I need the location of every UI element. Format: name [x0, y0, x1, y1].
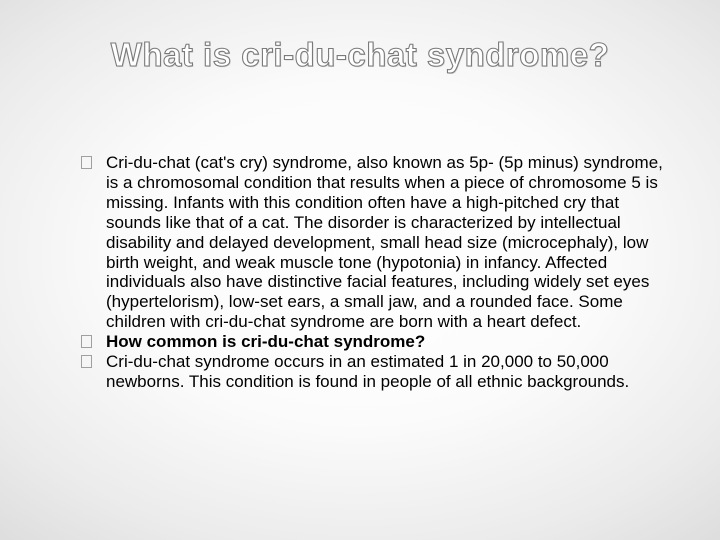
bullet-text: How common is cri-du-chat syndrome? — [106, 332, 426, 352]
slide-title: What is cri-du-chat syndrome? — [110, 36, 610, 73]
square-bullet-icon — [81, 335, 92, 348]
square-bullet-icon — [81, 156, 92, 169]
bullet-text: Cri-du-chat syndrome occurs in an estimated 1 in 20,000 to 50,000 newborns. This condition is found in people of all ethnic backgrounds. — [106, 352, 630, 391]
bullet-item — [106, 153, 686, 332]
bullet-item — [106, 352, 686, 392]
bullet-item — [106, 332, 686, 352]
square-bullet-icon — [81, 355, 92, 368]
bullet-list — [106, 153, 686, 392]
bullet-text: Cri-du-chat (cat's cry) syndrome, also known as 5p- (5p minus) syndrome, is a chromosomal condition that results when a piece of chromosome 5 is missing. Infants with this condition often have a high-pitched cry that sounds like that of a cat. The disorder is characterized by intellectual disability and delayed development, small head size (microcephaly), low birth weight, and weak muscle tone (hypotonia) in infancy. Affected individuals also have distinctive facial features, including widely set eyes (hypertelorism), low-set ears, a small jaw, and a rounded face. Some children with cri-du-chat syndrome are born with a heart defect. — [106, 153, 663, 332]
